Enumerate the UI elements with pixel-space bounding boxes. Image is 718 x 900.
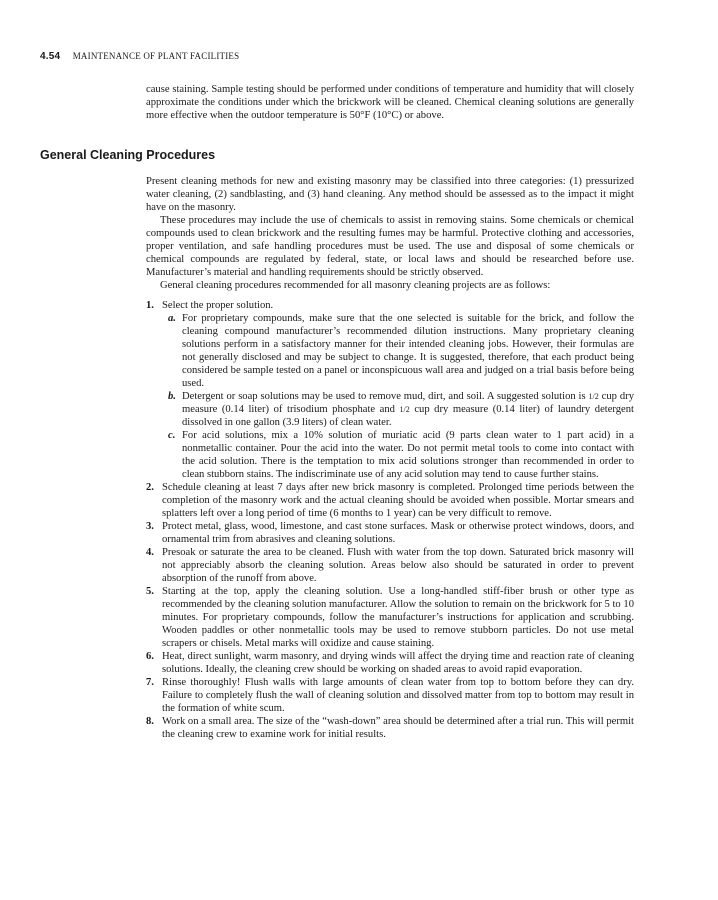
- body-paragraph: General cleaning procedures recommended for all masonry cleaning projects are as follows:: [160, 280, 551, 291]
- sub-item-text: cup dry measure (0.14 liter) of laundry detergent dissolved in one gallon (3.9 liters) of clean water.: [182, 404, 634, 428]
- list-item: [146, 585, 634, 650]
- list-item: [146, 546, 634, 585]
- fraction: 1/2: [588, 392, 599, 401]
- running-title: MAINTENANCE OF PLANT FACILITIES: [72, 51, 240, 61]
- body-paragraph: Present cleaning methods for new and existing masonry may be classified into three categories: (1) pressurized water cleaning, (2) sandblasting, and (3) hand cleaning. Any method should be assessed as to the impact it might have on the masonry.: [146, 176, 634, 213]
- item-text: Schedule cleaning at least 7 days after new brick masonry is completed. Prolonged time periods between the completion of the masonry work and the actual cleaning should be avoided when possible. Mortar smears and splatters left over a long period of time (6 months to 1 year) can be very difficult to remove.: [162, 482, 634, 519]
- list-item: [146, 299, 634, 312]
- running-header: [40, 51, 239, 62]
- intro-paragraph: cause staining. Sample testing should be performed under conditions of temperature and humidity that will closely approximate the conditions under which the brickwork will be cleaned. Chemical cleaning solutions are generally more effective when the outdoor temperature is 50°F (10°C) or above.: [146, 84, 634, 121]
- sub-item-text: For proprietary compounds, make sure that the one selected is suitable for the brick, and follow the cleaning compound manufacturer’s recommended dilution instructions. Many proprietary cleaning solutions perform in a satisfactory manner for their intended cleaning jobs. However, their formulas are not generally disclosed and may be subject to change. It is suggested, therefore, that each product being considered be sample tested on a panel or inconspicuous wall area and judged on a trial basis before being used.: [182, 313, 634, 389]
- item-text: Protect metal, glass, wood, limestone, and cast stone surfaces. Mask or otherwise protect windows, doors, and ornamental trim from abrasives and cleaning solutions.: [162, 521, 634, 545]
- item-text: Presoak or saturate the area to be cleaned. Flush with water from the top down. Saturated brick masonry will not appreciably absorb the cleaning solution. Areas below also should be saturated in order to prevent absorption of the runoff from above.: [162, 547, 634, 584]
- page-number: 4.54: [40, 51, 61, 62]
- list-item: [146, 676, 634, 715]
- intro-block: [146, 83, 634, 122]
- item-number: 2.: [146, 482, 154, 493]
- sub-item-text: cup dry measure (0.14 liter) of trisodium phosphate and: [182, 391, 634, 415]
- list-item: [146, 650, 634, 676]
- sub-item-text: Detergent or soap solutions may be used to remove mud, dirt, and soil. A suggested solution is: [182, 391, 586, 402]
- item-text: Starting at the top, apply the cleaning solution. Use a long-handled stiff-fiber brush or other type as recommended by the cleaning solution manufacturer. Allow the solution to remain on the brickwork for 5 to 10 minutes. For proprietary compounds, follow the manufacturer’s instructions for application and scrubbing. Wooden paddles or other nonmetallic tools may be used to remove stubborn particles. Do not use metal scrapers or chisels. Metal marks will oxidize and cause staining.: [162, 586, 634, 649]
- sub-item: [146, 429, 634, 481]
- item-number: 4.: [146, 547, 154, 558]
- item-number: 8.: [146, 716, 154, 727]
- body-paragraph: These procedures may include the use of chemicals to assist in removing stains. Some chemicals or chemical compounds used to clean brickwork and the resulting fumes may be harmful. Protective clothing and accessories, proper ventilation, and safe handling procedures must be used. The use and disposal of some chemicals or chemical compounds are regulated by federal, state, or local laws and should be researched before use. Manufacturer’s material and handling requirements should be strictly observed.: [146, 215, 634, 278]
- item-text: Rinse thoroughly! Flush walls with large amounts of clean water from top to bottom before they can dry. Failure to completely flush the wall of cleaning solution and dissolved matter from top to bottom may result in the formation of white scum.: [162, 677, 634, 714]
- list-item: [146, 520, 634, 546]
- list-item: [146, 481, 634, 520]
- item-number: 7.: [146, 677, 154, 688]
- item-number: 6.: [146, 651, 154, 662]
- item-text: Work on a small area. The size of the “wash-down” area should be determined after a trial run. This will permit the cleaning crew to examine work for initial results.: [162, 716, 634, 740]
- item-number: 5.: [146, 586, 154, 597]
- list-item: [146, 715, 634, 741]
- item-text: Heat, direct sunlight, warm masonry, and drying winds will affect the drying time and reaction rate of cleaning solutions. Ideally, the cleaning crew should be working on shaded areas to avoid rapid evaporation.: [162, 651, 634, 675]
- section-heading: General Cleaning Procedures: [40, 148, 216, 162]
- fraction: 1/2: [399, 405, 410, 414]
- item-number: 1.: [146, 300, 154, 311]
- item-text: Select the proper solution.: [162, 300, 274, 311]
- sub-item: [146, 390, 634, 429]
- sub-item-letter: b.: [168, 391, 176, 402]
- sub-item-text: For acid solutions, mix a 10% solution of muriatic acid (9 parts clean water to 1 part acid) in a nonmetallic container. Pour the acid into the water. Do not permit metal tools to come into contact with the acid solution. There is the temptation to mix acid solutions stronger than recommended in order to clean stubborn stains. The indiscriminate use of any acid solution may tend to cause further stains.: [182, 430, 634, 480]
- item-number: 3.: [146, 521, 154, 532]
- sub-item: [146, 312, 634, 390]
- sub-item-letter: c.: [168, 430, 176, 441]
- sub-item-letter: a.: [168, 313, 176, 324]
- steps-list: [146, 299, 634, 741]
- section-body: [146, 175, 634, 741]
